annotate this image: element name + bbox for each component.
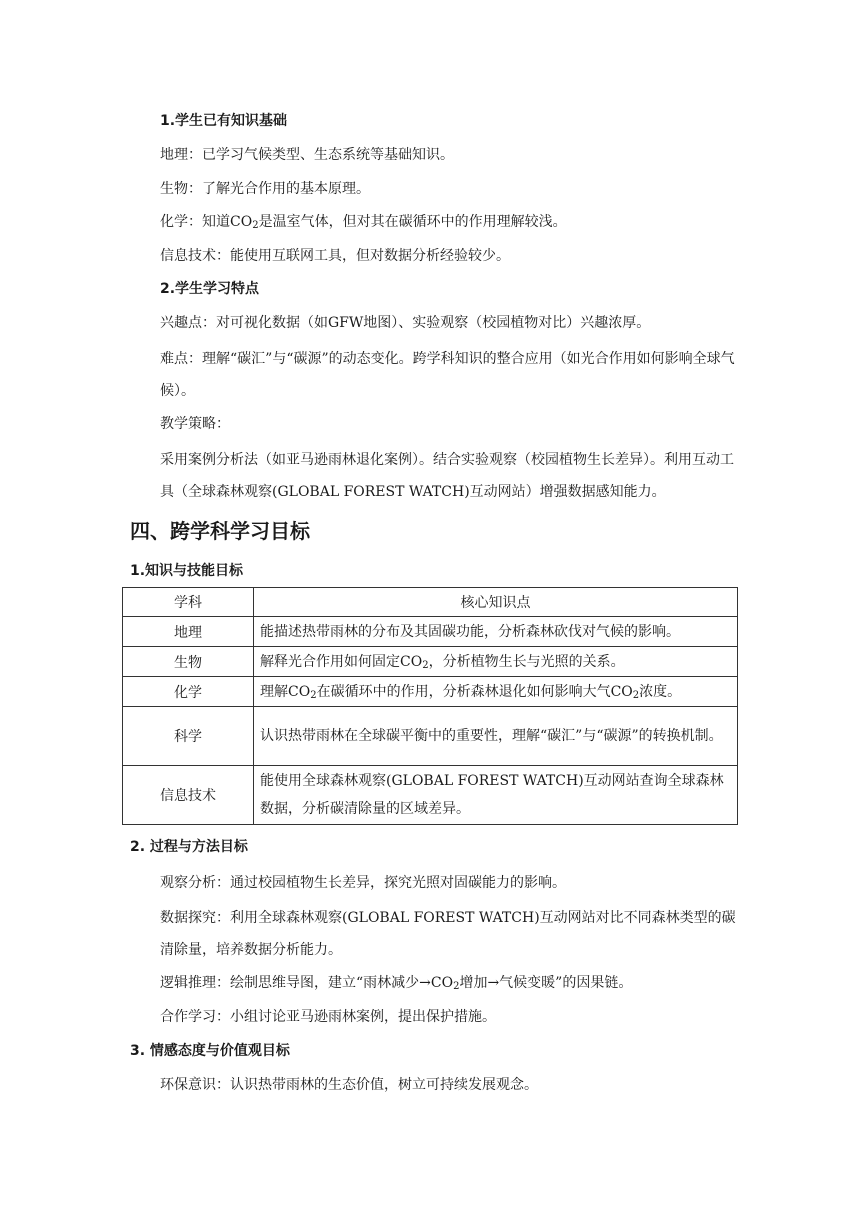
knowledge-table [122, 587, 738, 825]
table-row [123, 707, 738, 766]
table-row [123, 677, 738, 707]
observe-method: 观察分析：通过校园植物生长差异，探究光照对固碳能力的影响。 [160, 875, 566, 891]
chem-text-pre: 化学：知道CO [160, 214, 253, 230]
content-pre: 解释光合作用如何固定CO [260, 653, 423, 670]
header-content: 核心知识点 [254, 588, 738, 617]
geo-knowledge: 地理：已学习气候类型、生态系统等基础知识。 [160, 147, 454, 163]
row-subject: 信息技术 [123, 766, 254, 825]
content-pre: 理解CO [260, 683, 311, 700]
it-knowledge: 信息技术：能使用互联网工具，但对数据分析经验较少。 [160, 248, 510, 264]
section2-heading: 2.学生学习特点 [160, 281, 260, 297]
env-awareness: 环保意识：认识热带雨林的生态价值，树立可持续发展观念。 [160, 1077, 538, 1093]
goal1-heading: 1.知识与技能目标 [130, 563, 244, 579]
strategy-text: 采用案例分析法（如亚马逊雨林退化案例）。结合实验观察（校园植物生长差异）。利用互动工具（全球森林观察(GLOBAL FOREST WATCH)互动网站）增强数据感知能力。 [160, 452, 734, 500]
coop-method: 合作学习：小组讨论亚马逊雨林案例，提出保护措施。 [160, 1009, 496, 1025]
header-subject: 学科 [123, 588, 254, 617]
interest-point: 兴趣点：对可视化数据（如GFW地图）、实验观察（校园植物对比）兴趣浓厚。 [160, 315, 651, 331]
content-post: ，分析植物生长与光照的关系。 [428, 653, 625, 670]
difficulty-text: 难点：理解“碳汇”与“碳源”的动态变化。跨学科知识的整合应用（如光合作用如何影响全球气候）。 [160, 351, 735, 399]
content-subscript: 2 [310, 689, 317, 701]
logic-text-post: 增加→气候变暖”的因果链。 [459, 975, 633, 991]
content-post: 浓度。 [639, 683, 682, 700]
row-content [254, 677, 738, 707]
row-content: 能使用全球森林观察(GLOBAL FOREST WATCH)互动网站查询全球森林数据，分析碳清除量的区域差异。 [254, 766, 738, 825]
row-content: 能描述热带雨林的分布及其固碳功能，分析森林砍伐对气候的影响。 [254, 617, 738, 647]
difficulty-point [160, 343, 740, 407]
chem-subscript: 2 [252, 220, 259, 231]
data-method: 数据探究：利用全球森林观察(GLOBAL FOREST WATCH)互动网站对比不同森林类型的碳清除量，培养数据分析能力。 [160, 910, 736, 958]
logic-subscript: 2 [453, 981, 460, 992]
logic-text-pre: 逻辑推理：绘制思维导图，建立“雨林减少→CO [160, 975, 454, 991]
content-subscript: 2 [422, 659, 429, 671]
section1-heading: 1.学生已有知识基础 [160, 113, 288, 129]
table-row [123, 617, 738, 647]
content-mid: 在碳循环中的作用，分析森林退化如何影响大气CO [316, 683, 633, 700]
row-subject: 化学 [123, 677, 254, 707]
content-subscript-2: 2 [632, 689, 640, 701]
row-subject: 生物 [123, 647, 254, 677]
row-subject: 科学 [123, 707, 254, 766]
bio-knowledge: 生物：了解光合作用的基本原理。 [160, 181, 370, 197]
goal2-heading: 2. 过程与方法目标 [130, 839, 248, 855]
chapter4-title: 四、跨学科学习目标 [130, 519, 310, 543]
table-row [123, 647, 738, 677]
row-content: 认识热带雨林在全球碳平衡中的重要性，理解“碳汇”与“碳源”的转换机制。 [254, 707, 738, 766]
strategy-label: 教学策略： [160, 416, 230, 432]
logic-method [160, 968, 770, 998]
chem-text-post: 是温室气体，但对其在碳循环中的作用理解较浅。 [258, 214, 567, 230]
table-row [123, 766, 738, 825]
row-content [254, 647, 738, 677]
row-subject: 地理 [123, 617, 254, 647]
goal3-heading: 3. 情感态度与价值观目标 [130, 1043, 290, 1059]
chem-knowledge [160, 207, 770, 237]
table-header-row [123, 588, 738, 617]
